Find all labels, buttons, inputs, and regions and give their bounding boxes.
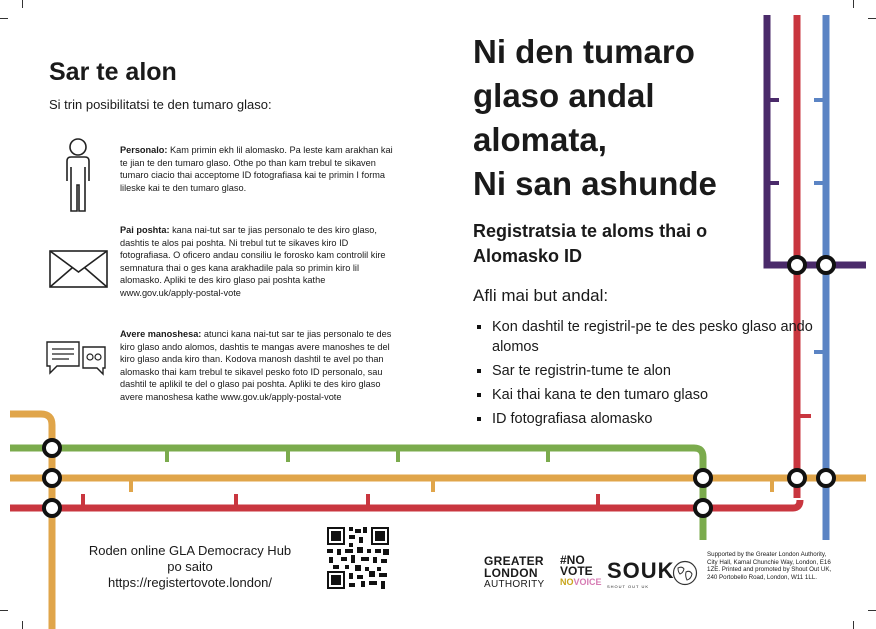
option-by-post [120,224,398,300]
logo-line [560,577,600,588]
option-text: kana nai-tut sar te jias personalo te des kiro glaso, dashtis te alos pai poshta. Ni trebul tut te sikaves kiro ID fotografiasa. O oficero andau consiliu le forosko kam controlil kire semnatura thai o ges kana arakhadile pala so primin kiro lil alomasko. Apliki te des kiro glaso pai poshta kathe www.gov.uk/apply-postal-vote [120,225,386,298]
logo-line: VOTE [560,564,593,578]
no-vote-no-voice-logo [560,555,600,588]
subheadline: Registratsia te aloms thai o Alomasko ID [473,221,708,266]
option-label: Personalo: [120,145,168,155]
logo-line: LONDON [484,566,538,580]
logo-line: #NO [560,553,585,567]
qr-code-icon[interactable] [325,525,391,591]
list-item: ID fotografiasa alomasko [474,409,814,429]
headline [473,30,853,206]
station-marker [818,257,834,273]
envelope-icon [49,250,109,290]
greater-london-authority-logo [484,555,554,591]
headline-line: alomata, [473,121,607,158]
option-label: Pai poshta: [120,225,170,235]
person-icon [58,137,98,213]
option-in-person [120,144,398,194]
headline-line: Ni den tumaro [473,33,695,70]
democracy-hub-text [80,543,300,591]
option-text: Kam primin ekh lil alomasko. Pa leste kam arakhan kai te jian te den tumaro glaso. Othe po than kam trebul te sikaven tumaro ciacio thai acceptome ID fotografiasa kai te primin I forma lileske kai te den tumaro glaso. [120,145,393,193]
list-item: Kon dashtil te registril-pe te des pesko glaso ando alomos [474,317,814,357]
logo-word: VOICE [573,577,602,587]
list-item: Kai thai kana te den tumaro glaso [474,385,814,405]
learn-more-list [474,317,814,433]
station-marker [695,500,711,516]
globe-icon [672,560,698,586]
souk-logo-subtext: SHOUT OUT UK [607,584,650,589]
red-horizontal-line [10,500,800,508]
station-marker [44,440,60,456]
hub-link[interactable]: https://registertovote.london/ [107,575,273,590]
station-marker [44,470,60,486]
logo-line: GREATER [484,554,544,568]
station-marker [695,470,711,486]
option-proxy [120,328,398,404]
station-marker [44,500,60,516]
left-title: Sar te alon [49,58,177,86]
logo-word: NO [560,577,574,587]
souk-logo [607,558,675,589]
souk-logo-text: SOUK [607,558,675,583]
headline-line: Ni san ashunde [473,165,717,202]
hub-line: po saito [167,559,213,574]
option-text: atunci kana nai-tut sar te jias personalo te des kiro glaso ando alomos, dashtis te mangas avere manoshes te del kiro glaso anda kiro than. Kodova manosh dashtil te avel po than alomasko thai kam trebul te sikavel pesko foto ID personalo, sau dashtil te aplikil te del o glaso pai poshta. Apliki te des kiro glaso avere manoshesa kathe www.gov.uk/apply-postal-vote [120,329,392,402]
hub-line: Roden online GLA Democracy Hub [88,543,292,558]
left-subtitle: Si trin posibilitatsi te den tumaro glaso: [49,97,272,112]
option-label: Avere manoshesa: [120,329,202,339]
list-item: Sar te registrin-tume te alon [474,361,814,381]
supported-by-text: Supported by the Greater London Authority, City Hall, Kamal Chunchie Way, London, E16 1ZE. Printed and promoted by Shout Out UK, 240 Portobello Road, London, W11 1LL. [707,551,832,581]
station-marker [818,470,834,486]
station-marker [789,470,805,486]
logo-line: AUTHORITY [484,579,545,590]
speech-bubbles-icon [45,340,107,378]
station-marker [789,257,805,273]
learn-more-title: Afli mai but andal: [473,286,609,305]
headline-line: glaso andal [473,77,655,114]
